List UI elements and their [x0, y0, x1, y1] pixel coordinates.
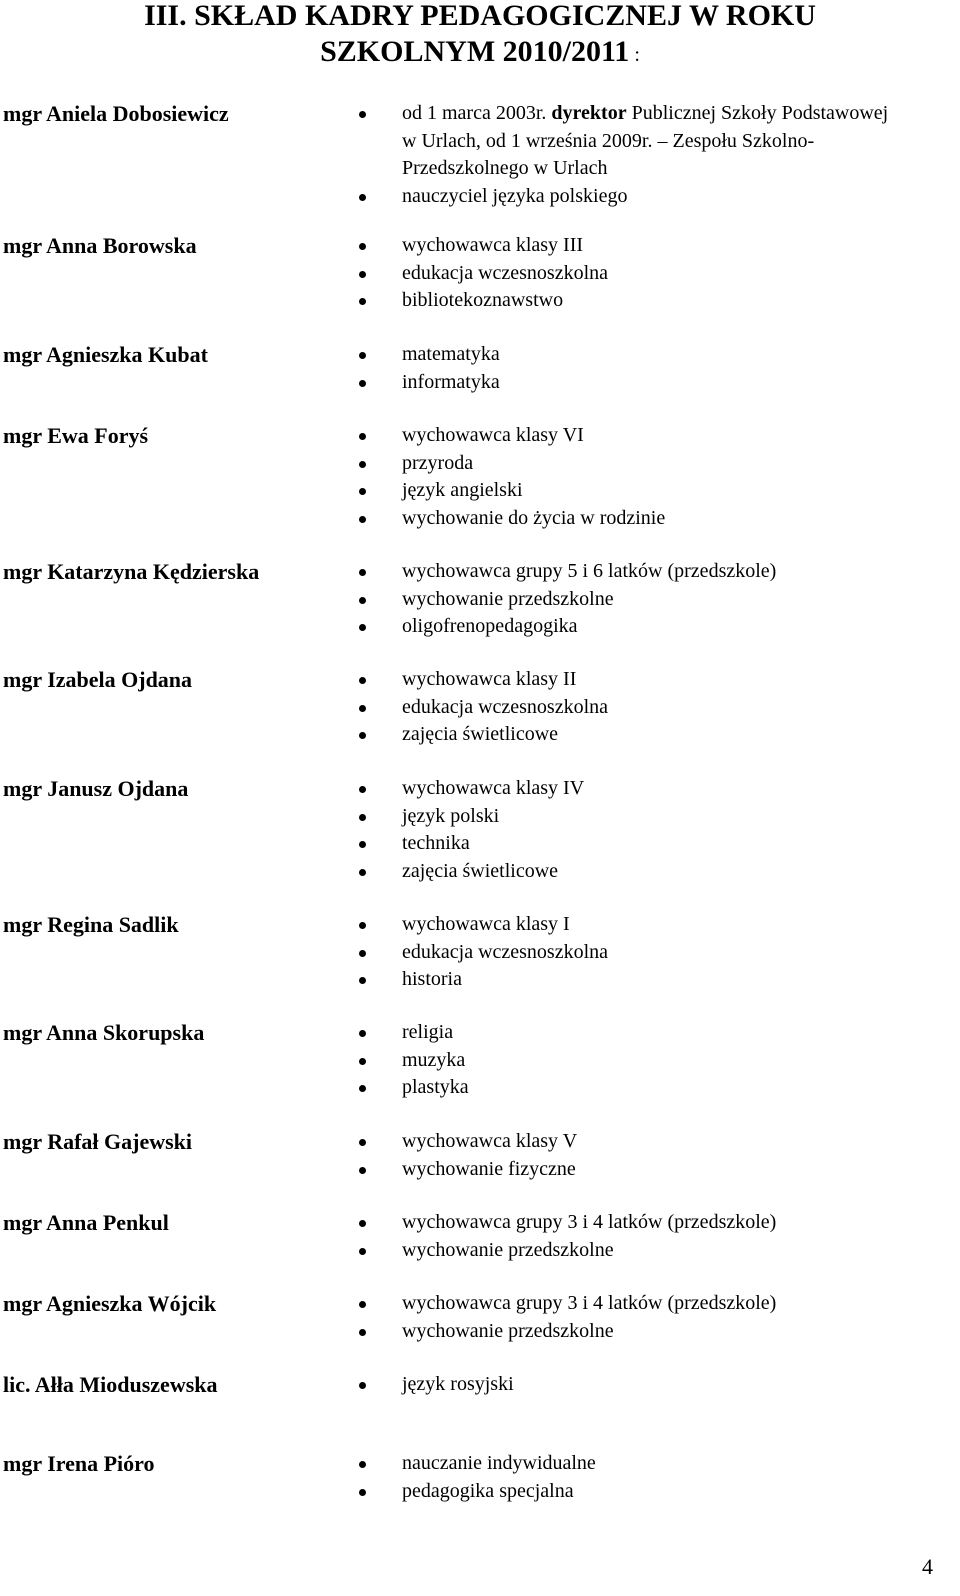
staff-name: mgr Agnieszka Wójcik [3, 1291, 217, 1316]
staff-name: lic. Ałła Mioduszewska [3, 1372, 218, 1397]
duty-item: nauczanie indywidualne [355, 1450, 596, 1478]
bullet-icon [359, 597, 366, 604]
bullet-icon [359, 1085, 366, 1092]
bullet-icon [359, 977, 366, 984]
duty-item: informatyka [355, 369, 500, 397]
bullet-icon [359, 841, 366, 848]
title-colon: : [629, 44, 640, 66]
staff-duties [355, 1019, 469, 1102]
staff-duties [355, 1450, 596, 1505]
bullet-icon [359, 1030, 366, 1037]
duty-item-continuation: Przedszkolnego w Urlach [402, 157, 608, 179]
bullet-icon [359, 1248, 366, 1255]
duty-item: wychowanie przedszkolne [355, 586, 776, 614]
bullet-icon [359, 111, 366, 118]
staff-duties [355, 1209, 776, 1264]
duty-item: wychowawca klasy V [355, 1128, 577, 1156]
bullet-icon [359, 1167, 366, 1174]
duty-item-continuation: w Urlach, od 1 września 2009r. – Zespołu Szkolno- [402, 129, 815, 152]
bullet-icon [359, 516, 366, 523]
bullet-icon [359, 1489, 366, 1496]
staff-name: mgr Ewa Foryś [3, 423, 149, 448]
bullet-icon [359, 298, 366, 305]
duty-item: wychowanie przedszkolne [355, 1318, 776, 1346]
staff-name: mgr Regina Sadlik [3, 912, 179, 937]
title-line-2-text: SZKOLNYM 2010/2011 [320, 35, 630, 68]
staff-name: mgr Rafał Gajewski [3, 1129, 193, 1154]
staff-duties [355, 1371, 514, 1399]
bullet-icon [359, 1058, 366, 1065]
staff-duties [355, 232, 608, 315]
duty-item: oligofrenopedagogika [355, 613, 776, 641]
duty-item: wychowanie fizyczne [355, 1156, 577, 1184]
bullet-icon [359, 922, 366, 929]
bullet-icon [359, 869, 366, 876]
bullet-icon [359, 488, 366, 495]
bullet-icon [359, 380, 366, 387]
duty-item: przyroda [355, 450, 665, 478]
duty-item: nauczyciel języka polskiego [355, 183, 888, 211]
staff-duties [355, 100, 888, 210]
bullet-icon [359, 814, 366, 821]
staff-duties [355, 911, 608, 994]
bullet-icon [359, 1382, 366, 1389]
staff-name: mgr Katarzyna Kędzierska [3, 559, 260, 584]
duty-item: historia [355, 966, 608, 994]
staff-name: mgr Janusz Ojdana [3, 776, 189, 801]
duty-item: religia [355, 1019, 469, 1047]
bullet-icon [359, 1329, 366, 1336]
staff-name: mgr Izabela Ojdana [3, 667, 193, 692]
bullet-icon [359, 677, 366, 684]
staff-duties [355, 1128, 577, 1183]
duty-item: wychowawca klasy II [355, 666, 608, 694]
duty-item: wychowawca grupy 5 i 6 latków (przedszkole) [355, 558, 776, 586]
bullet-icon [359, 1139, 366, 1146]
duty-item: plastyka [355, 1074, 469, 1102]
bullet-icon [359, 705, 366, 712]
duty-item: wychowawca klasy VI [355, 422, 665, 450]
duty-item: wychowanie przedszkolne [355, 1237, 776, 1265]
duty-item: wychowawca klasy IV [355, 775, 584, 803]
bullet-icon [359, 243, 366, 250]
staff-name: mgr Anna Penkul [3, 1210, 169, 1235]
bullet-icon [359, 950, 366, 957]
duty-item: wychowawca klasy III [355, 232, 608, 260]
duty-item: wychowawca grupy 3 i 4 latków (przedszkole) [355, 1209, 776, 1237]
duty-item: język polski [355, 803, 584, 831]
bullet-icon [359, 352, 366, 359]
bullet-icon [359, 1220, 366, 1227]
bullet-icon [359, 786, 366, 793]
duty-item: edukacja wczesnoszkolna [355, 694, 608, 722]
bullet-icon [359, 433, 366, 440]
bullet-icon [359, 194, 366, 201]
duty-item: wychowawca klasy I [355, 911, 608, 939]
bullet-icon [359, 1301, 366, 1308]
staff-duties [355, 666, 608, 749]
bullet-icon [359, 624, 366, 631]
title-line-2 [0, 34, 960, 73]
duty-item: zajęcia świetlicowe [355, 721, 608, 749]
duty-item: język angielski [355, 477, 665, 505]
duty-item: od 1 marca 2003r. dyrektor Publicznej Szkoły Podstawowej [355, 100, 888, 128]
role-director: dyrektor [551, 102, 627, 124]
duty-item: bibliotekoznawstwo [355, 287, 608, 315]
duty-item: język rosyjski [355, 1371, 514, 1399]
bullet-icon [359, 569, 366, 576]
duty-item: pedagogika specjalna [355, 1478, 596, 1506]
bullet-icon [359, 271, 366, 278]
staff-name: mgr Anna Borowska [3, 233, 197, 258]
page-number: 4 [922, 1554, 933, 1579]
staff-duties [355, 341, 500, 396]
duty-item: matematyka [355, 341, 500, 369]
duty-item: wychowanie do życia w rodzinie [355, 505, 665, 533]
duty-item: edukacja wczesnoszkolna [355, 260, 608, 288]
staff-duties [355, 1290, 776, 1345]
bullet-icon [359, 1461, 366, 1468]
staff-name: mgr Irena Pióro [3, 1451, 155, 1476]
duty-item: muzyka [355, 1047, 469, 1075]
staff-duties [355, 775, 584, 885]
staff-duties [355, 558, 776, 641]
title-line-1: III. SKŁAD KADRY PEDAGOGICZNEJ W ROKU [144, 0, 816, 32]
staff-name: mgr Agnieszka Kubat [3, 342, 208, 367]
bullet-icon [359, 461, 366, 468]
bullet-icon [359, 732, 366, 739]
duty-item: technika [355, 830, 584, 858]
staff-name: mgr Aniela Dobosiewicz [3, 101, 229, 126]
staff-name: mgr Anna Skorupska [3, 1020, 205, 1045]
duty-item: zajęcia świetlicowe [355, 858, 584, 886]
staff-duties [355, 422, 665, 532]
duty-item: edukacja wczesnoszkolna [355, 939, 608, 967]
duty-item: wychowawca grupy 3 i 4 latków (przedszkole) [355, 1290, 776, 1318]
